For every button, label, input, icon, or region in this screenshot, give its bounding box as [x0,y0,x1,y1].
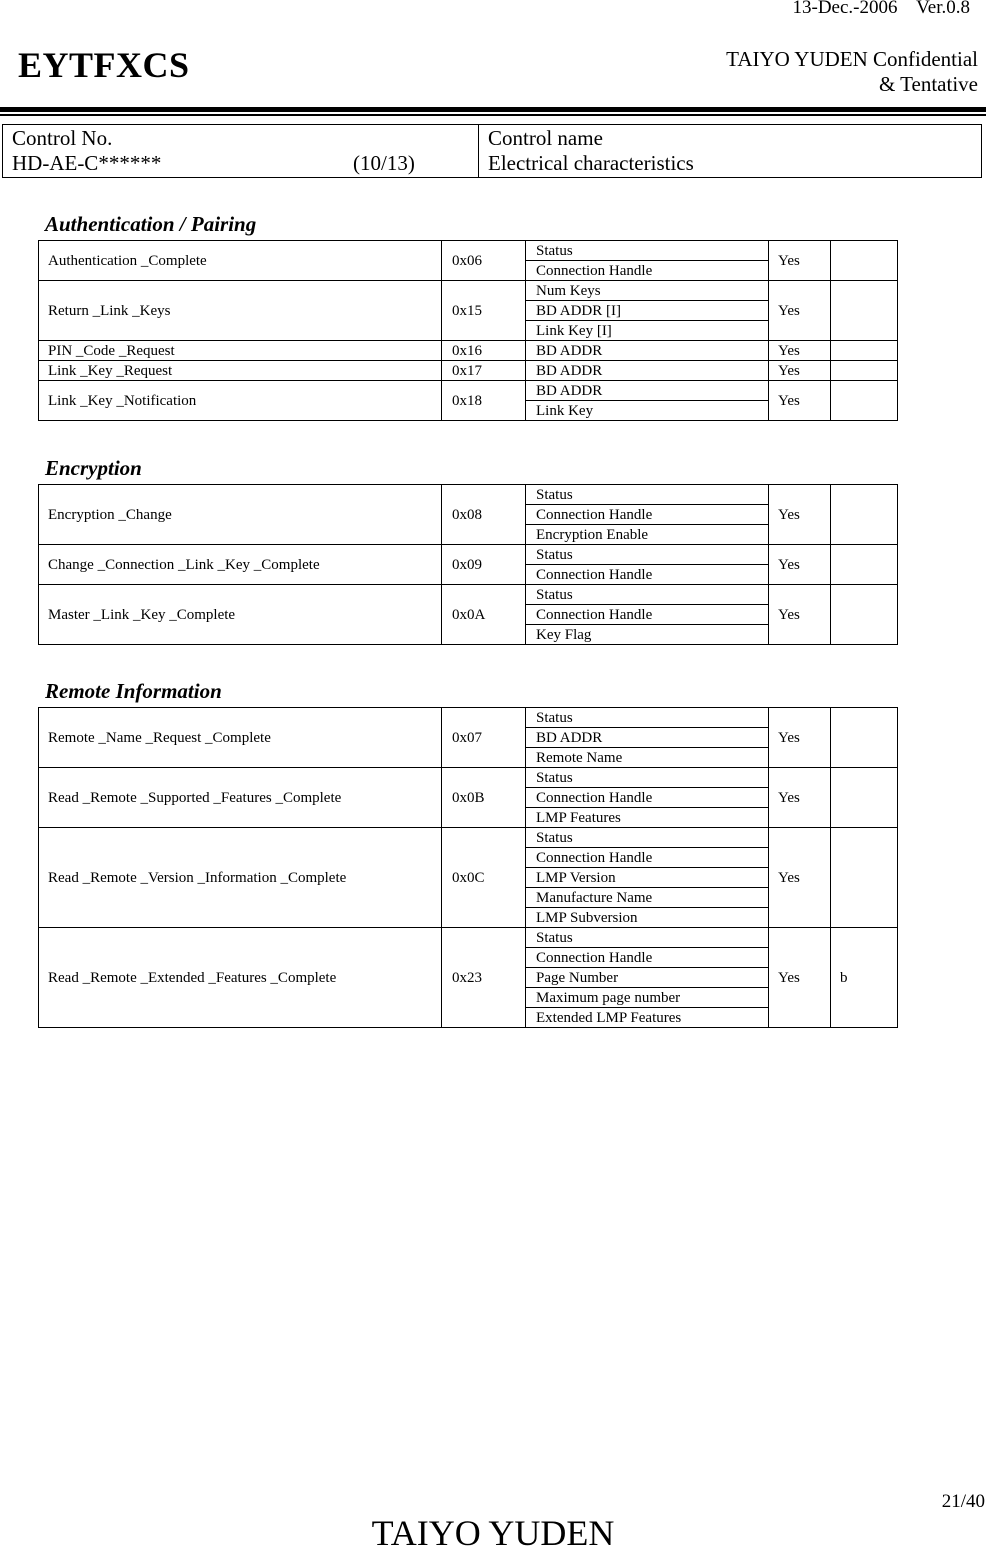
event-note [831,828,898,928]
event-parameter: Status [526,585,769,605]
confidential-line-2: & Tentative [878,72,978,96]
event-name: PIN _Code _Request [39,341,442,361]
control-name-value: Electrical characteristics [488,151,694,175]
event-code: 0x17 [442,361,526,381]
event-name: Read _Remote _Extended _Features _Complete [39,928,442,1028]
event-note [831,585,898,645]
event-support: Yes [769,485,831,545]
event-code: 0x23 [442,928,526,1028]
event-parameter: Status [526,241,769,261]
event-support: Yes [769,768,831,828]
event-code: 0x07 [442,708,526,768]
event-name: Change _Connection _Link _Key _Complete [39,545,442,585]
event-parameter: Connection Handle [526,565,769,585]
control-number-label: Control No. [12,126,113,150]
event-parameter: Maximum page number [526,988,769,1008]
control-page: (10/13) [353,151,415,175]
event-parameter: Status [526,768,769,788]
event-parameter: Link Key [I] [526,321,769,341]
event-parameter: LMP Features [526,808,769,828]
event-code: 0x15 [442,281,526,341]
table-row [39,545,898,565]
event-parameter: Link Key [526,401,769,421]
event-parameter: Status [526,708,769,728]
event-name: Link _Key _Notification [39,381,442,421]
control-name-cell [479,125,981,177]
table-row [39,485,898,505]
event-note [831,341,898,361]
event-parameter: BD ADDR [526,728,769,748]
events-table-remote-info [38,707,898,1028]
event-parameter: Status [526,485,769,505]
event-parameter: Connection Handle [526,261,769,281]
control-number-cell [3,125,479,177]
table-row [39,828,898,848]
table-row [39,381,898,401]
event-support: Yes [769,361,831,381]
control-name-label: Control name [488,126,603,150]
section-title-remote-info: Remote Information [45,679,222,703]
event-parameter: LMP Subversion [526,908,769,928]
event-parameter: Status [526,928,769,948]
event-support: Yes [769,585,831,645]
event-parameter: Extended LMP Features [526,1008,769,1028]
event-parameter: Status [526,545,769,565]
footer-company: TAIYO YUDEN [371,1513,615,1553]
event-parameter: Remote Name [526,748,769,768]
confidential-notice [726,47,978,97]
event-parameter: Connection Handle [526,788,769,808]
event-parameter: BD ADDR [526,381,769,401]
event-parameter: BD ADDR [526,361,769,381]
event-name: Remote _Name _Request _Complete [39,708,442,768]
event-note [831,708,898,768]
table-row [39,361,898,381]
event-support: Yes [769,708,831,768]
event-name: Authentication _Complete [39,241,442,281]
event-code: 0x08 [442,485,526,545]
event-support: Yes [769,928,831,1028]
event-parameter: Connection Handle [526,848,769,868]
event-code: 0x09 [442,545,526,585]
event-parameter: Connection Handle [526,605,769,625]
event-note [831,361,898,381]
event-name: Read _Remote _Supported _Features _Complete [39,768,442,828]
section-title-encryption: Encryption [45,456,142,480]
event-name: Link _Key _Request [39,361,442,381]
table-row [39,768,898,788]
event-code: 0x06 [442,241,526,281]
control-box [2,124,982,178]
header-rule-thick [0,107,986,112]
event-parameter: Connection Handle [526,505,769,525]
event-note [831,381,898,421]
table-row [39,585,898,605]
document-version: Ver.0.8 [916,0,970,18]
event-parameter: Num Keys [526,281,769,301]
event-support: Yes [769,381,831,421]
document-date-version [793,0,971,19]
event-parameter: Key Flag [526,625,769,645]
event-parameter: Encryption Enable [526,525,769,545]
event-name: Encryption _Change [39,485,442,545]
event-code: 0x0A [442,585,526,645]
event-note [831,768,898,828]
event-name: Return _Link _Keys [39,281,442,341]
event-code: 0x0B [442,768,526,828]
table-row [39,341,898,361]
company-logo: EYTFXCS [18,45,190,85]
event-code: 0x18 [442,381,526,421]
event-note [831,485,898,545]
event-parameter: BD ADDR [I] [526,301,769,321]
event-parameter: Page Number [526,968,769,988]
page-number: 21/40 [941,1491,985,1512]
event-name: Master _Link _Key _Complete [39,585,442,645]
event-parameter: Manufacture Name [526,888,769,908]
event-support: Yes [769,341,831,361]
events-table-encryption [38,484,898,645]
table-row [39,928,898,948]
event-parameter: BD ADDR [526,341,769,361]
event-note [831,241,898,281]
event-support: Yes [769,545,831,585]
control-number-value: HD-AE-C****** [12,151,162,175]
event-parameter: LMP Version [526,868,769,888]
event-note [831,281,898,341]
event-parameter: Connection Handle [526,948,769,968]
events-table-authentication [38,240,898,421]
event-code: 0x16 [442,341,526,361]
event-name: Read _Remote _Version _Information _Complete [39,828,442,928]
document-date: 13-Dec.-2006 [792,0,898,18]
table-row [39,281,898,301]
event-note [831,545,898,585]
event-support: Yes [769,281,831,341]
section-title-authentication: Authentication / Pairing [45,212,257,236]
table-row [39,241,898,261]
confidential-line-1: TAIYO YUDEN Confidential [726,47,978,71]
event-support: Yes [769,828,831,928]
event-code: 0x0C [442,828,526,928]
event-note: b [831,928,898,1028]
header-rule-thin [0,114,986,116]
event-support: Yes [769,241,831,281]
table-row [39,708,898,728]
event-parameter: Status [526,828,769,848]
